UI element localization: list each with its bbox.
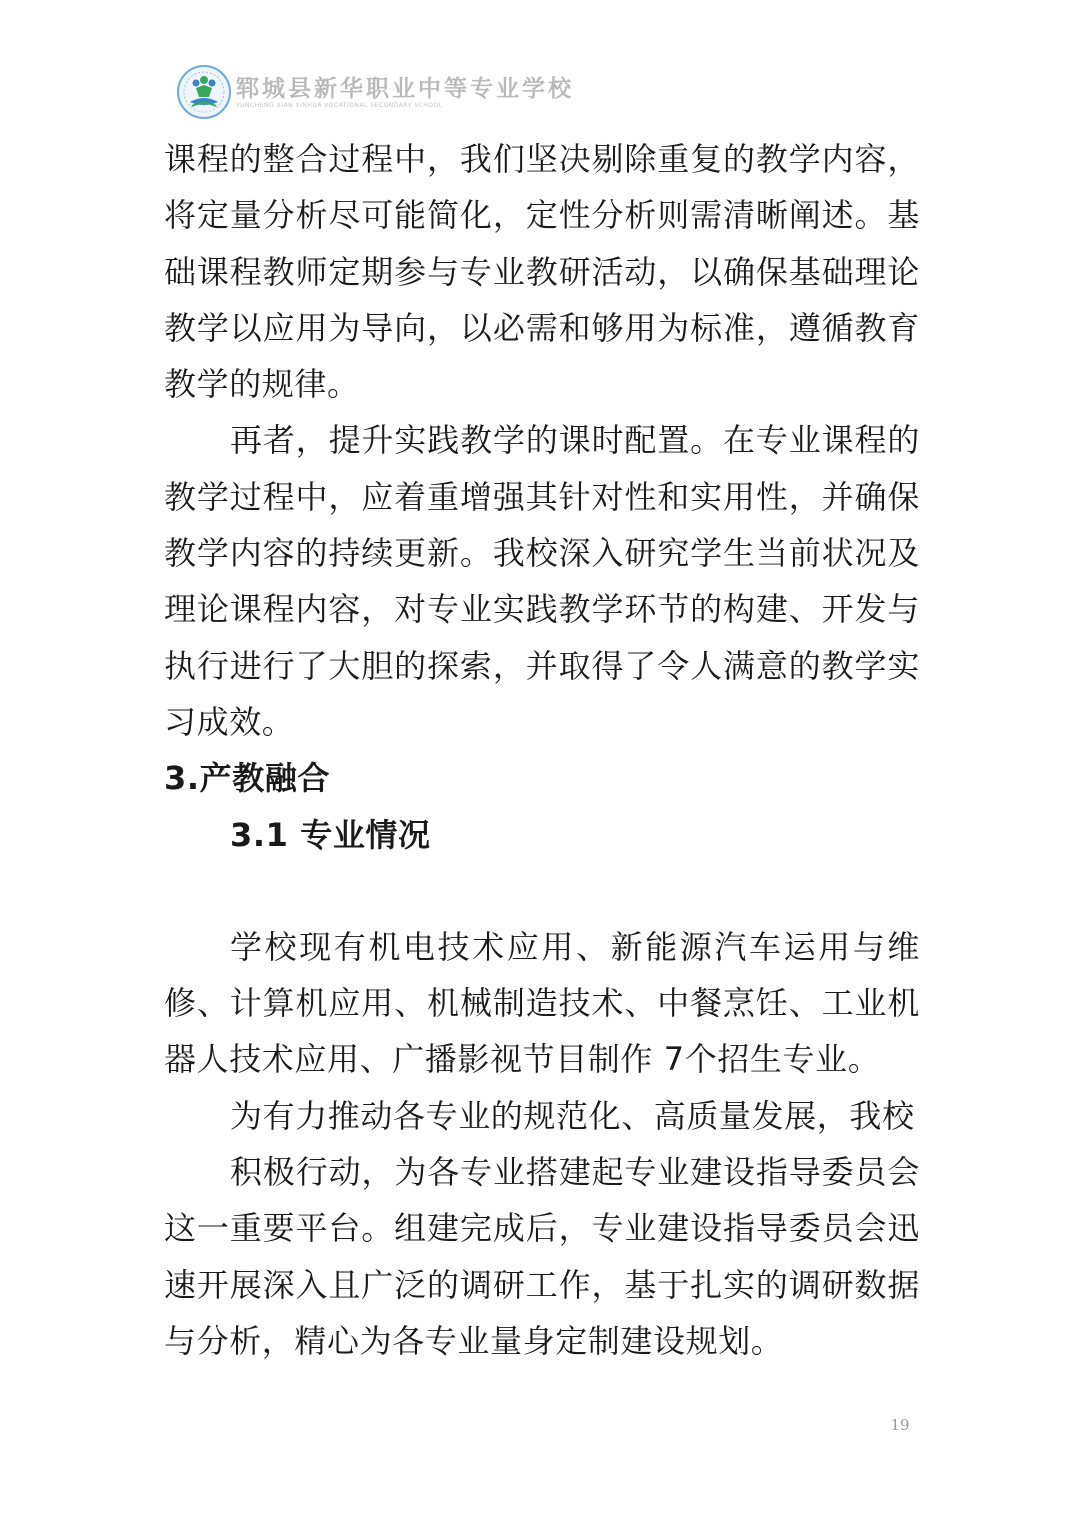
body-paragraph: 学校现有机电技术应用、新能源汽车运用与维修、计算机应用、机械制造技术、中餐烹饪、工业机器人技术应用、广播影视节目制作 7个招生专业。 <box>164 927 920 1079</box>
document-body <box>164 131 920 1369</box>
blank-line <box>164 863 920 919</box>
page-header <box>176 64 574 120</box>
body-paragraph: 积极行动，为各专业搭建起专业建设指导委员会这一重要平台。组建完成后，专业建设指导委员会迅速开展深入且广泛的调研工作，基于扎实的调研数据与分析，精心为各专业量身定制建设规划。 <box>164 1153 920 1360</box>
school-emblem-icon <box>176 64 232 120</box>
subsection-heading: 3.1 专业情况 <box>230 815 431 854</box>
section-heading: 3.产教融合 <box>164 759 331 798</box>
body-paragraph: 为有力推动各专业的规范化、高质量发展，我校 <box>230 1096 915 1135</box>
school-name-english: YUNCHENG XIAN XINHUA VOCATIONAL SECONDARY SCHOOL <box>236 101 443 109</box>
body-paragraph: 再者，提升实践教学的课时配置。在专业课程的教学过程中，应着重增强其针对性和实用性，并确保教学内容的持续更新。我校深入研究学生当前状况及理论课程内容，对专业实践教学环节的构建、开发与执行进行了大胆的探索，并取得了令人满意的教学实习成效。 <box>164 421 920 741</box>
school-name: 郓城县新华职业中等专业学校 <box>236 74 574 102</box>
body-paragraph: 课程的整合过程中，我们坚决剔除重复的教学内容，将定量分析尽可能简化，定性分析则需清晰阐述。基础课程教师定期参与专业教研活动，以确保基础理论教学以应用为导向，以必需和够用为标准，遵循教育教学的规律。 <box>164 140 920 404</box>
page-number: 19 <box>890 1416 910 1434</box>
